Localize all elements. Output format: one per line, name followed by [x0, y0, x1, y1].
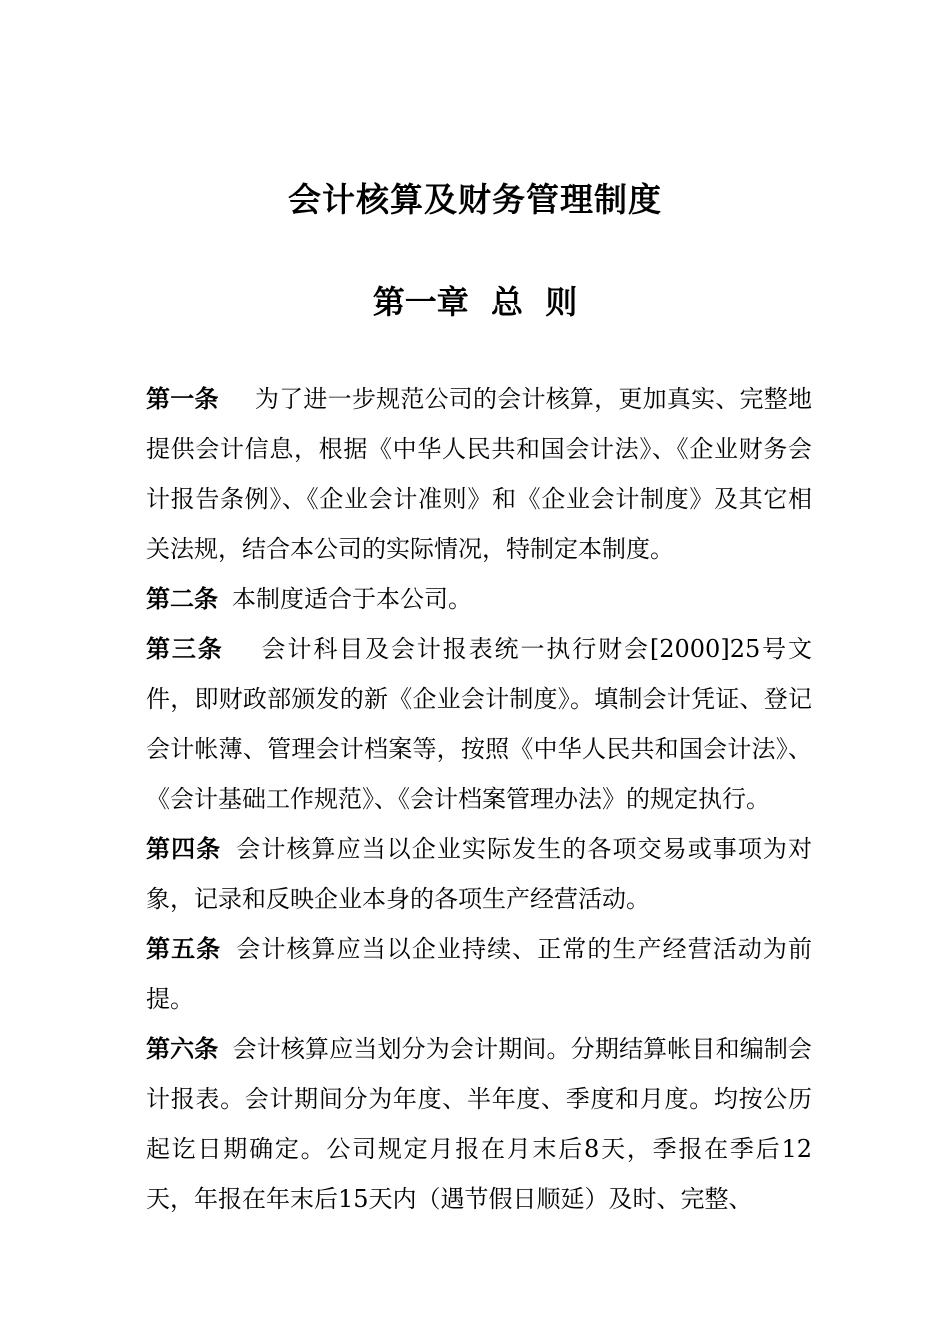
- article-label: 第一条: [146, 385, 219, 413]
- article-1: [146, 374, 812, 574]
- article-6: [146, 1024, 812, 1224]
- article-label: 第四条: [146, 835, 222, 863]
- article-5: [146, 924, 812, 1024]
- document-body: [146, 374, 812, 1224]
- article-4: [146, 824, 812, 924]
- article-2: [146, 574, 812, 624]
- article-text: 会计核算应当以企业实际发生的各项交易或事项为对象，记录和反映企业本身的各项生产经营活动。: [146, 835, 813, 913]
- article-label: 第五条: [146, 935, 222, 963]
- article-text: 会计科目及会计报表统一执行财会[2000]25号文件，即财政部颁发的新《企业会计制度》。填制会计凭证、登记会计帐薄、管理会计档案等，按照《中华人民共和国会计法》、《会计基础工作规范》、《会计档案管理办法》的规定执行。: [146, 635, 813, 813]
- article-text: 会计核算应当以企业持续、正常的生产经营活动为前提。: [146, 935, 813, 1013]
- document-title: 会计核算及财务管理制度: [288, 180, 662, 219]
- article-label: 第二条: [146, 585, 218, 613]
- article-3: [146, 624, 812, 824]
- article-text: 本制度适合于本公司。: [232, 585, 472, 613]
- article-label: 第三条: [146, 635, 224, 663]
- chapter-title: 第一章 总 则: [372, 283, 578, 321]
- article-label: 第六条: [146, 1035, 219, 1063]
- article-text: 会计核算应当划分为会计期间。分期结算帐目和编制会计报表。会计期间分为年度、半年度、季度和月度。均按公历起讫日期确定。公司规定月报在月末后8天，季报在季后12天，年报在年末后15天内（遇节假日顺延）及时、完整、: [146, 1035, 813, 1213]
- article-text: 为了进一步规范公司的会计核算，更加真实、完整地提供会计信息，根据《中华人民共和国会计法》、《企业财务会计报告条例》、《企业会计准则》和《企业会计制度》及其它相关法规，结合本公司的实际情况，特制定本制度。: [146, 385, 813, 563]
